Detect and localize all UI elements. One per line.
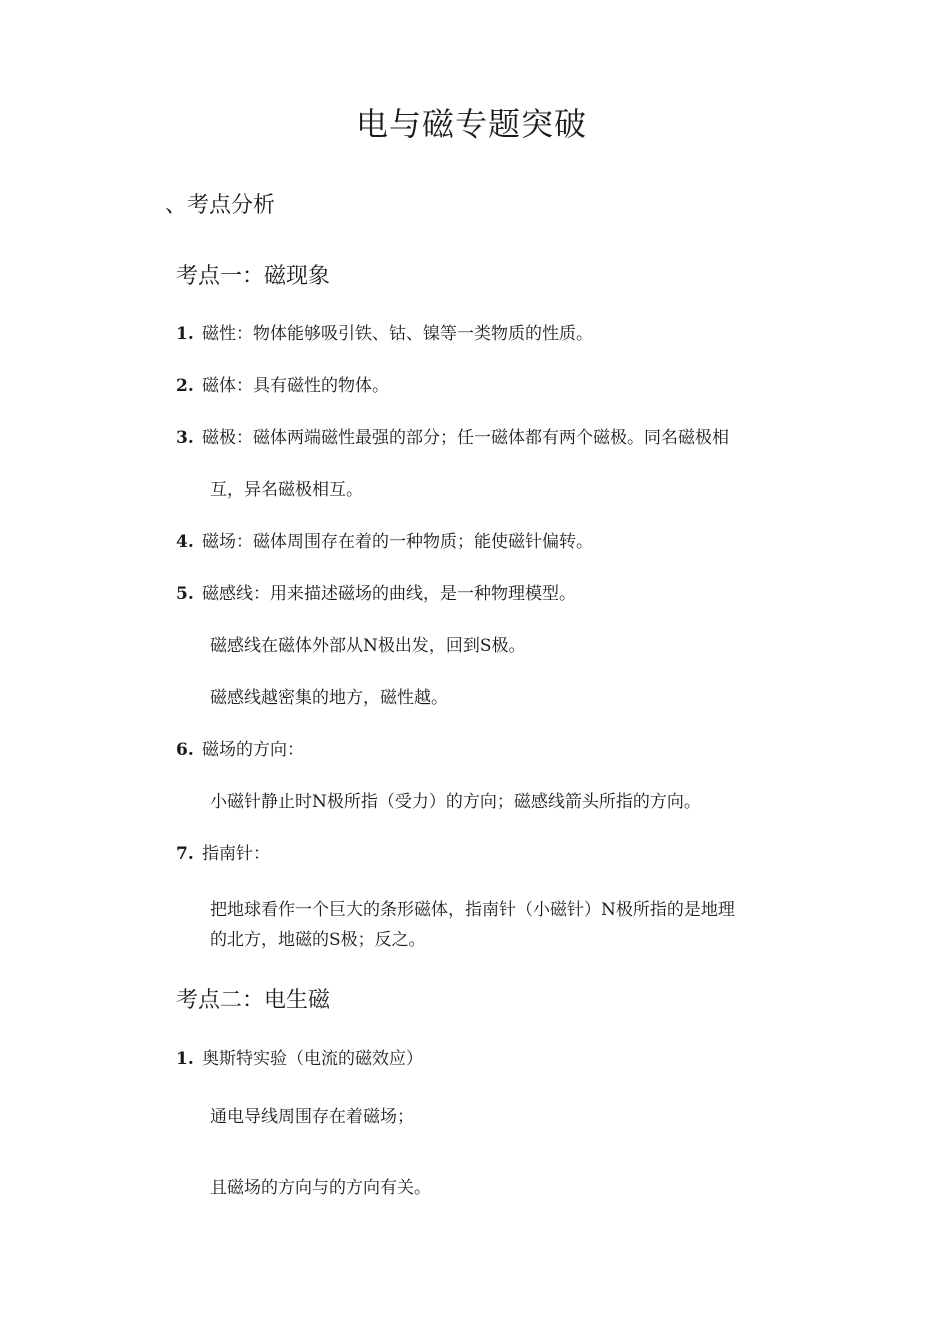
item-text: 磁体：具有磁性的物体。 <box>202 376 389 396</box>
item-number: 6. <box>176 740 194 760</box>
item-text: 奥斯特实验（电流的磁效应） <box>202 1049 423 1069</box>
item-text: 磁场的方向： <box>202 740 304 760</box>
item-detail: 把地球看作一个巨大的条形磁体，指南针（小磁针）N极所指的是地理 <box>210 900 735 920</box>
item-text: 磁感线：用来描述磁场的曲线，是一种物理模型。 <box>202 584 576 604</box>
item-number: 2. <box>176 376 194 396</box>
item-number: 5. <box>176 584 194 604</box>
list-item <box>176 1051 423 1068</box>
item-detail: 的北方，地磁的S极；反之。 <box>210 930 426 950</box>
item-number: 7. <box>176 844 194 864</box>
document-title: 电与磁专题突破 <box>356 105 588 143</box>
item-number: 1. <box>176 324 194 344</box>
topic-heading-2: 考点二：电生磁 <box>176 988 331 1013</box>
item-number: 1. <box>176 1049 194 1069</box>
item-detail: 磁感线越密集的地方，磁性越。 <box>210 688 448 708</box>
list-item <box>176 586 576 603</box>
list-item <box>176 846 270 863</box>
topic-heading-1: 考点一：磁现象 <box>176 264 331 289</box>
list-item <box>176 742 304 759</box>
section-heading: 、考点分析 <box>165 193 276 218</box>
item-text: 指南针： <box>202 844 270 864</box>
list-item <box>176 326 593 343</box>
list-item <box>176 534 593 551</box>
list-item <box>176 430 729 447</box>
list-item <box>176 378 389 395</box>
item-text: 磁场：磁体周围存在着的一种物质；能使磁针偏转。 <box>202 532 593 552</box>
item-detail: 且磁场的方向与的方向有关。 <box>210 1178 431 1198</box>
item-detail: 小磁针静止时N极所指（受力）的方向；磁感线箭头所指的方向。 <box>210 792 701 812</box>
item-detail: 通电导线周围存在着磁场； <box>210 1107 414 1127</box>
item-text: 磁极：磁体两端磁性最强的部分；任一磁体都有两个磁极。同名磁极相 <box>202 428 729 448</box>
item-text: 磁性：物体能够吸引铁、钴、镍等一类物质的性质。 <box>202 324 593 344</box>
item-continuation: 互，异名磁极相互。 <box>210 480 363 500</box>
item-number: 3. <box>176 428 194 448</box>
item-number: 4. <box>176 532 194 552</box>
item-detail: 磁感线在磁体外部从N极出发，回到S极。 <box>210 636 526 656</box>
